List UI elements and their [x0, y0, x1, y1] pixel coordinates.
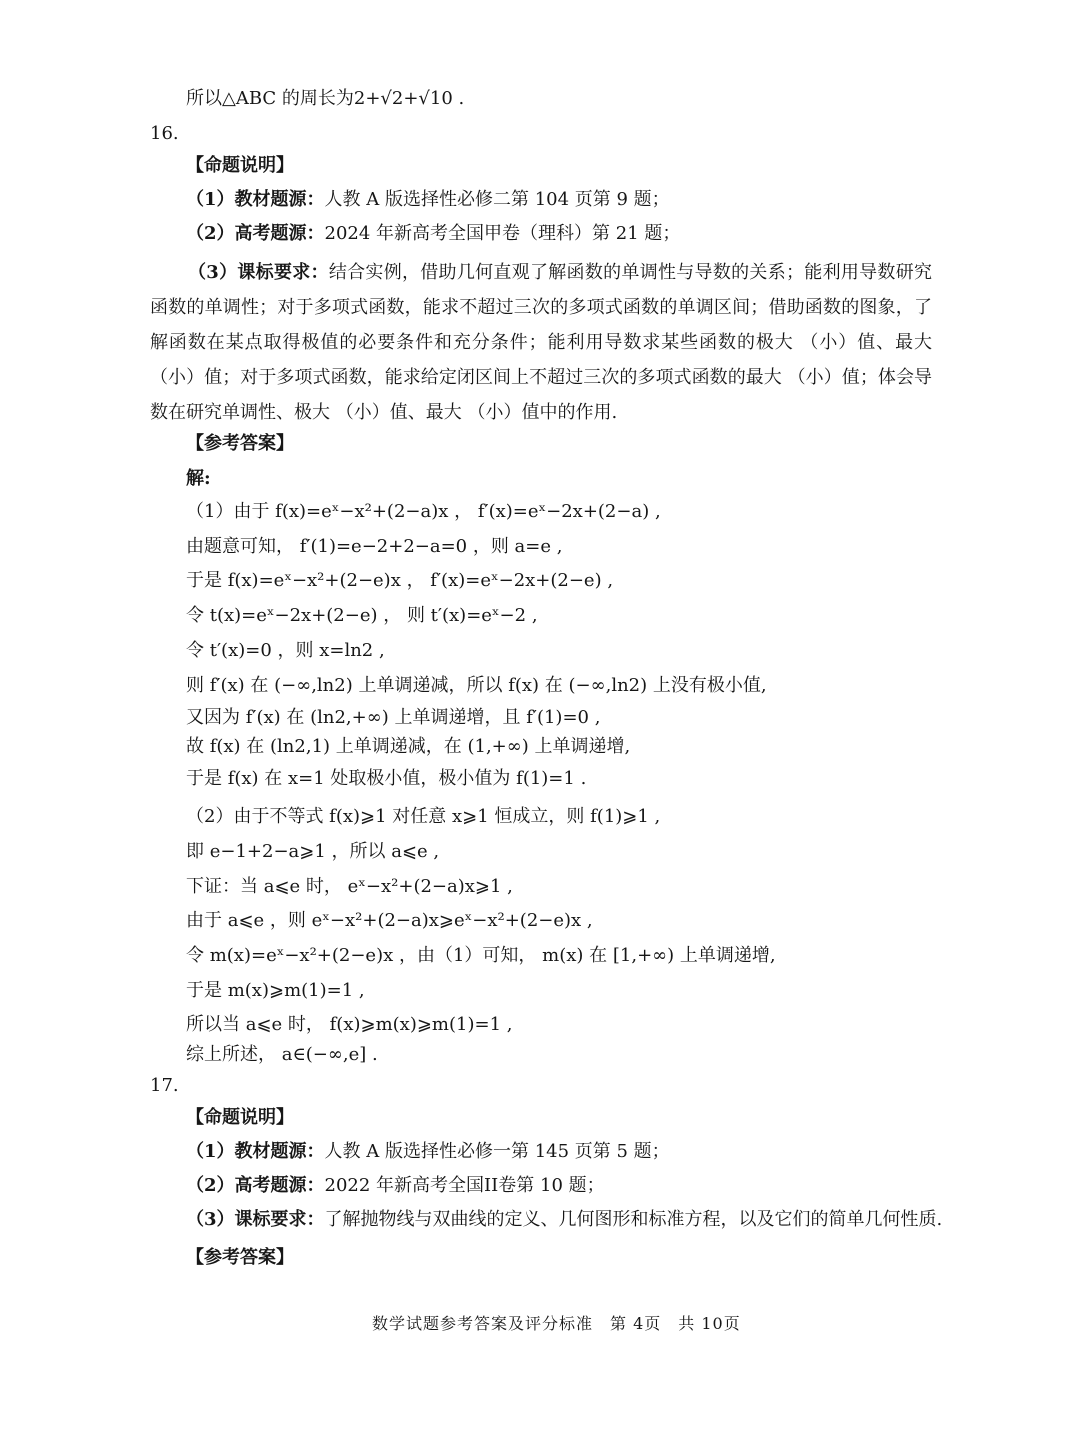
q16-req-label: （3）课标要求：: [188, 262, 329, 283]
q16-step: 由于 a⩽e ，则 eˣ−x²+(2−a)x⩾eˣ−x²+(2−e)x ,: [186, 910, 593, 931]
q16-proposition-heading: 【命题说明】: [186, 155, 294, 176]
q17-source2-label: （2）高考题源：: [186, 1175, 325, 1196]
q16-source2-label: （2）高考题源：: [186, 223, 325, 244]
q17-answer-heading: 【参考答案】: [186, 1247, 294, 1268]
q16-step: 于是 f(x) 在 x=1 处取极小值，极小值为 f(1)=1 .: [186, 768, 587, 789]
q16-step: 于是 m(x)⩾m(1)=1 ,: [186, 980, 365, 1001]
perimeter-conclusion: 所以△ABC 的周长为2+√2+√10 .: [186, 88, 465, 109]
q16-step: 即 e−1+2−a⩾1 ，所以 a⩽e ,: [186, 841, 440, 862]
q16-step: 于是 f(x)=eˣ−x²+(2−e)x ， f′(x)=eˣ−2x+(2−e) ,: [186, 570, 614, 591]
q16-step: 下证：当 a⩽e 时， eˣ−x²+(2−a)x⩾1 ,: [186, 876, 513, 897]
q16-step: （2）由于不等式 f(x)⩾1 对任意 x⩾1 恒成立，则 f(1)⩾1 ,: [186, 806, 661, 827]
q16-source1-label: （1）教材题源：: [186, 189, 325, 210]
q17-exam-source: [186, 1172, 605, 1200]
q16-step: 令 t(x)=eˣ−2x+(2−e) ， 则 t′(x)=eˣ−2 ,: [186, 605, 538, 626]
q16-source1-text: 人教 A 版选择性必修二第 104 页第 9 题；: [324, 189, 670, 210]
q16-solution-label: 解:: [186, 468, 211, 489]
q16-step: 则 f′(x) 在 (−∞,ln2) 上单调递减，所以 f(x) 在 (−∞,ln2) 上没有极小值,: [186, 675, 767, 696]
q17-req-text: 了解抛物线与双曲线的定义、几何图形和标准方程，以及它们的简单几何性质.: [324, 1209, 943, 1230]
q17-req-label: （3）课标要求：: [186, 1209, 325, 1230]
q16-step: 故 f(x) 在 (ln2,1) 上单调递减，在 (1,+∞) 上单调递增,: [186, 736, 631, 757]
q17-source1-label: （1）教材题源：: [186, 1141, 325, 1162]
q17-textbook-source: [186, 1138, 670, 1166]
q17-source2-text: 2022 年新高考全国II卷第 10 题；: [324, 1175, 605, 1196]
q17-curriculum-requirement: [186, 1206, 942, 1234]
q16-step: 令 t′(x)=0 ，则 x=ln2 ,: [186, 640, 385, 661]
q16-source2-text: 2024 年新高考全国甲卷（理科）第 21 题；: [324, 223, 681, 244]
q17-proposition-heading: 【命题说明】: [186, 1107, 294, 1128]
question-16-number: 16.: [150, 123, 179, 144]
q16-req-text: 结合实例，借助几何直观了解函数的单调性与导数的关系；能利用导数研究函数的单调性；对于多项式函数，能求不超过三次的多项式函数的单调区间；借助函数的图象，了解函数在某点取得极值的必要条件和充分条件；能利用导数求某些函数的极大 （小）值、最大（小）值；对于多项式函数，能求给定闭区间上不超过三次的多项式函数的最大 （小）值；体会导数在研究单调性、极大 （小）值、最大 （小）值中的作用.: [150, 262, 932, 423]
q16-step: 综上所述， a∈(−∞,e] .: [186, 1044, 378, 1065]
q17-source1-text: 人教 A 版选择性必修一第 145 页第 5 题；: [324, 1141, 670, 1162]
q16-step: 所以当 a⩽e 时， f(x)⩾m(x)⩾m(1)=1 ,: [186, 1014, 513, 1035]
q16-textbook-source: [186, 186, 670, 214]
page-footer: 数学试题参考答案及评分标准 第 4页 共 10页: [372, 1314, 741, 1333]
q16-step: （1）由于 f(x)=eˣ−x²+(2−a)x ， f′(x)=eˣ−2x+(2−a) ,: [186, 501, 661, 522]
q16-step: 由题意可知， f′(1)=e−2+2−a=0 ，则 a=e ,: [186, 536, 563, 557]
q16-step: 令 m(x)=eˣ−x²+(2−e)x ，由（1）可知， m(x) 在 [1,+∞) 上单调递增,: [186, 945, 776, 966]
q16-curriculum-requirement: [150, 255, 932, 430]
question-17-number: 17.: [150, 1075, 179, 1096]
q16-exam-source: [186, 220, 680, 248]
q16-answer-heading: 【参考答案】: [186, 433, 294, 454]
q16-step: 又因为 f′(x) 在 (ln2,+∞) 上单调递增，且 f′(1)=0 ,: [186, 707, 601, 728]
